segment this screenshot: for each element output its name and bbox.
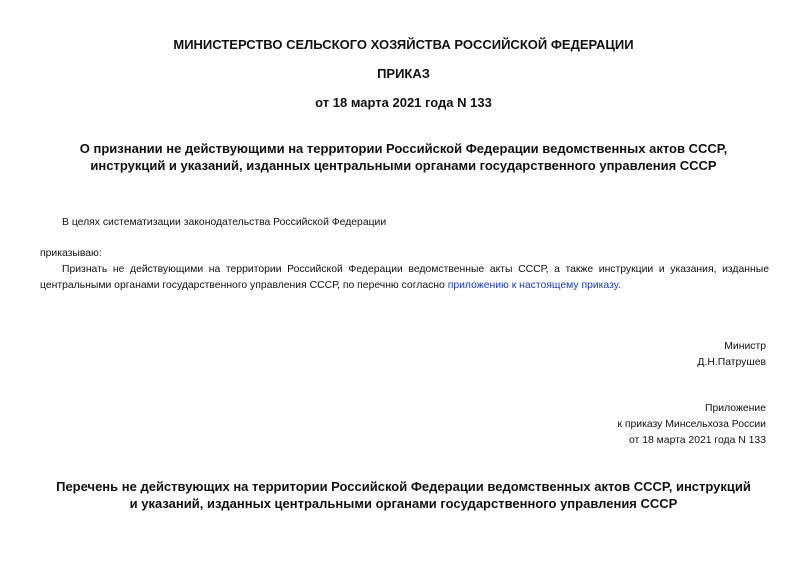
document-type: ПРИКАЗ	[377, 66, 430, 81]
order-word: приказываю:	[40, 248, 102, 259]
document-date-number: от 18 марта 2021 года N 133	[315, 95, 492, 110]
order-paragraph-end: .	[617, 280, 621, 291]
document-title-line-2: инструкций и указаний, изданных центральными органами государственного управления СССР	[90, 158, 717, 173]
appendix-reference-line-1: Приложение	[705, 403, 766, 414]
appendix-reference-line-2: к приказу Минсельхоза России	[617, 419, 766, 430]
document-title-line-1: О признании не действующими на территории Российской Федерации ведомственных актов СССР,	[79, 141, 728, 156]
appendix-title-line-1: Перечень не действующих на территории Российской Федерации ведомственных актов СССР, инструкций	[56, 479, 751, 494]
appendix-link[interactable]: приложению к настоящему приказу	[447, 280, 618, 291]
appendix-reference	[617, 401, 766, 449]
order-paragraph	[40, 262, 769, 294]
appendix-title	[30, 478, 777, 512]
appendix-reference-line-3: от 18 марта 2021 года N 133	[629, 435, 766, 446]
purpose-text: В целях систематизации законодательства Российской Федерации	[62, 217, 387, 228]
order-paragraph-text: Признать не действующими на территории Российской Федерации ведомственные акты СССР, а также инструкции и указания, изданные центральными органами государственного управления СССР, по перечню согласно	[40, 264, 769, 291]
signature-block	[697, 339, 766, 371]
signature-name: Д.Н.Патрушев	[697, 357, 766, 368]
ministry-name: МИНИСТЕРСТВО СЕЛЬСКОГО ХОЗЯЙСТВА РОССИЙСКОЙ ФЕДЕРАЦИИ	[173, 37, 634, 52]
signature-position: Министр	[724, 341, 766, 352]
appendix-title-line-2: и указаний, изданных центральными органами государственного управления СССР	[129, 496, 678, 511]
document-title	[40, 140, 767, 174]
